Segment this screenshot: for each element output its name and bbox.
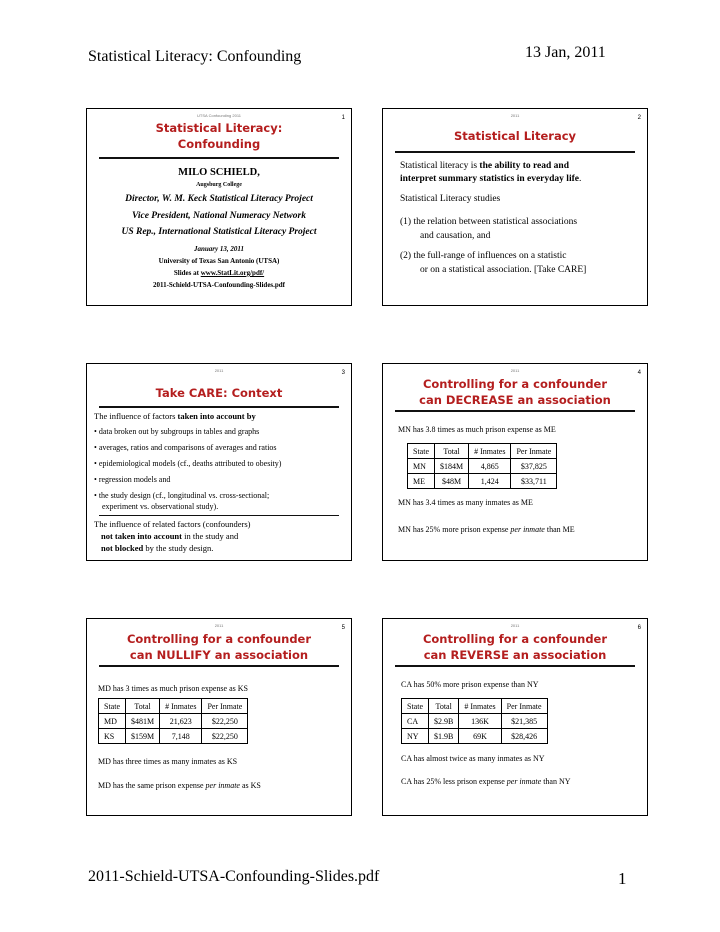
bullet-continuation: experiment vs. observational study). — [102, 502, 219, 511]
per-inmate-comparison — [98, 780, 261, 792]
header-cell: # Inmates — [469, 444, 511, 459]
comparison-text-end: than ME — [544, 525, 575, 534]
slide-2 — [382, 108, 648, 306]
slides-filename: 2011-Schield-UTSA-Confounding-Slides.pdf — [152, 281, 286, 289]
title-rule — [99, 157, 339, 159]
comparison-text: CA has 25% less prison expense — [401, 777, 507, 786]
confounders-line-3 — [101, 542, 213, 554]
confounders-text: in the study and — [182, 531, 239, 541]
slide-number: 4 — [637, 370, 641, 376]
table-cell: KS — [99, 729, 126, 744]
title-rule — [99, 406, 339, 408]
title-rule — [395, 151, 635, 153]
slide-title-line-2: can NULLIFY an association — [129, 648, 309, 662]
table-cell: $184M — [435, 459, 469, 474]
studies-intro: Statistical Literacy studies — [400, 194, 501, 204]
slide-title-line-2: can DECREASE an association — [419, 393, 611, 407]
table-cell: $481M — [126, 714, 160, 729]
author-role-3: US Rep., International Statistical Literacy Project — [121, 227, 317, 237]
definition-text: Statistical literacy is — [400, 161, 480, 171]
inmate-comparison: MN has 3.4 times as many inmates as ME — [398, 498, 533, 507]
slide-number: 3 — [341, 370, 345, 376]
slide-title: Take CARE: Context — [155, 386, 283, 400]
comparison-italic: per inmate — [506, 777, 542, 786]
table-cell: $28,426 — [501, 729, 547, 744]
slide-title-line-1: Controlling for a confounder — [422, 377, 608, 391]
comparison-italic: per inmate — [510, 525, 545, 534]
confounders-text-2: by the study design. — [143, 543, 214, 553]
header-cell: Per Inmate — [202, 699, 248, 714]
table-cell: $2.9B — [429, 714, 459, 729]
slide-3 — [86, 363, 352, 561]
bullet-text: data broken out by subgroups in tables and graphs — [98, 427, 260, 436]
header-cell: Total — [435, 444, 469, 459]
slide-header-note: UTSA Confounding 2011 — [197, 113, 241, 118]
slide-header-note: 2011 — [510, 368, 520, 373]
slide-number: 1 — [341, 115, 345, 121]
author-role-2: Vice President, National Numeracy Network — [132, 211, 306, 221]
slide-title: Statistical Literacy — [453, 129, 577, 143]
studies-item-2-line-1: (2) the full-range of influences on a statistic — [400, 251, 567, 261]
expense-comparison: MN has 3.8 times as much prison expense as ME — [398, 425, 556, 434]
table-cell: $22,250 — [202, 729, 248, 744]
studies-item-1-line-2: and causation, and — [420, 231, 491, 241]
comparison-text: MN has 25% more prison expense — [398, 525, 511, 534]
comparison-italic: per inmate — [205, 781, 240, 790]
table-cell: NY — [402, 729, 429, 744]
factors-intro-bold: taken into account by — [177, 411, 256, 421]
table-cell: $159M — [126, 729, 160, 744]
page-header-date: 13 Jan, 2011 — [525, 44, 606, 61]
university: University of Texas San Antonio (UTSA) — [158, 257, 280, 265]
slide-title-line-2: Confounding — [177, 137, 261, 151]
factors-intro-text: The influence of factors — [94, 411, 178, 421]
definition-bold-2: interpret summary statistics in everyday life — [400, 174, 579, 184]
table-row — [402, 729, 548, 744]
table-header-row — [408, 444, 557, 459]
title-rule — [395, 410, 635, 412]
inmate-comparison: MD has three times as many inmates as KS — [98, 757, 238, 766]
table-row — [408, 474, 557, 489]
bullet-text: averages, ratios and comparisons of averages and ratios — [98, 443, 277, 452]
section-rule — [99, 515, 339, 516]
slide-4 — [382, 363, 648, 561]
bullet-text: epidemiological models (cf., deaths attributed to obesity) — [98, 459, 282, 468]
table-row — [402, 714, 548, 729]
slides-location — [87, 269, 351, 278]
confounders-line-1: The influence of related factors (confounders) — [94, 519, 251, 529]
table-cell: 4,865 — [469, 459, 511, 474]
comparison-text-end: than NY — [541, 777, 571, 786]
comparison-text-end: as KS — [239, 781, 261, 790]
table-header-row — [402, 699, 548, 714]
header-cell: Per Inmate — [511, 444, 557, 459]
slide-title-line-1: Statistical Literacy: — [155, 121, 283, 135]
slide-1 — [86, 108, 352, 306]
table-row — [99, 714, 248, 729]
header-cell: # Inmates — [160, 699, 202, 714]
comparison-text: MD has the same prison expense — [98, 781, 206, 790]
header-cell: State — [99, 699, 126, 714]
table-cell: 7,148 — [160, 729, 202, 744]
slide-number: 2 — [637, 115, 641, 121]
bullet-text: the study design (cf., longitudinal vs. cross-sectional; — [98, 491, 270, 500]
confounders-bold: not taken into account — [101, 531, 182, 541]
slide-6 — [382, 618, 648, 816]
author-role-1: Director, W. M. Keck Statistical Literacy Project — [125, 194, 313, 204]
table-cell: MD — [99, 714, 126, 729]
definition-period: . — [578, 174, 582, 184]
bullet-item: • averages, ratios and comparisons of averages and ratios — [94, 443, 277, 452]
table-row — [99, 729, 248, 744]
table-cell: $21,385 — [501, 714, 547, 729]
header-cell: # Inmates — [459, 699, 501, 714]
slide-title-line-2: can REVERSE an association — [423, 648, 607, 662]
inmate-comparison: CA has almost twice as many inmates as NY — [401, 754, 545, 763]
factors-intro — [94, 410, 256, 422]
table-cell: 69K — [459, 729, 501, 744]
table-cell: $37,825 — [511, 459, 557, 474]
table-cell: 136K — [459, 714, 501, 729]
slide-number: 5 — [341, 625, 345, 631]
table-cell: ME — [408, 474, 435, 489]
table-cell: CA — [402, 714, 429, 729]
per-inmate-comparison — [398, 524, 575, 536]
header-cell: Total — [429, 699, 459, 714]
slide-header-note: 2011 — [214, 623, 224, 628]
bullet-item: • epidemiological models (cf., deaths attributed to obesity) — [94, 459, 282, 468]
slide-5 — [86, 618, 352, 816]
header-cell: Total — [126, 699, 160, 714]
slide-header-note: 2011 — [510, 113, 520, 118]
header-cell: Per Inmate — [501, 699, 547, 714]
table-cell: $33,711 — [511, 474, 557, 489]
slide-title-line-1: Controlling for a confounder — [422, 632, 608, 646]
table-cell: $1.9B — [429, 729, 459, 744]
slide-header-note: 2011 — [214, 368, 224, 373]
bullet-item: • the study design (cf., longitudinal vs. cross-sectional; — [94, 491, 270, 500]
confounders-line-2 — [101, 530, 238, 542]
page-header-title: Statistical Literacy: Confounding — [88, 48, 302, 65]
expense-comparison: CA has 50% more prison expense than NY — [401, 680, 539, 689]
slide-title-line-1: Controlling for a confounder — [126, 632, 312, 646]
definition-bold: the ability to read and — [479, 161, 569, 171]
expense-comparison: MD has 3 times as much prison expense as KS — [98, 684, 248, 693]
definition-line-2 — [400, 173, 581, 185]
author-college: Augsburg College — [196, 182, 242, 188]
page-number: 1 — [618, 869, 627, 888]
per-inmate-comparison — [401, 776, 571, 788]
title-rule — [99, 665, 339, 667]
prison-data-table — [98, 698, 248, 744]
header-cell: State — [402, 699, 429, 714]
slide-header-note: 2011 — [510, 623, 520, 628]
table-row — [408, 459, 557, 474]
table-cell: 21,623 — [160, 714, 202, 729]
bullet-item: • regression models and — [94, 475, 171, 484]
definition-line-1 — [400, 160, 569, 172]
confounders-bold-2: not blocked — [101, 543, 144, 553]
slides-link[interactable]: www.StatLit.org/pdf/ — [200, 269, 265, 277]
header-cell: State — [408, 444, 435, 459]
table-header-row — [99, 699, 248, 714]
bullet-text: regression models and — [98, 475, 171, 484]
table-cell: MN — [408, 459, 435, 474]
prison-data-table — [401, 698, 548, 744]
title-rule — [395, 665, 635, 667]
table-cell: $48M — [435, 474, 469, 489]
slide-number: 6 — [637, 625, 641, 631]
prison-data-table — [407, 443, 557, 489]
slides-prefix: Slides at — [173, 269, 201, 277]
author-name: MILO SCHIELD, — [178, 167, 260, 178]
presentation-date: January 13, 2011 — [194, 245, 244, 253]
studies-item-1-line-1: (1) the relation between statistical associations — [400, 217, 578, 227]
bullet-item: • data broken out by subgroups in tables and graphs — [94, 427, 260, 436]
page-footer-filename: 2011-Schield-UTSA-Confounding-Slides.pdf — [88, 868, 380, 885]
studies-item-2-line-2: or on a statistical association. [Take CARE] — [420, 265, 587, 275]
table-cell: $22,250 — [202, 714, 248, 729]
table-cell: 1,424 — [469, 474, 511, 489]
